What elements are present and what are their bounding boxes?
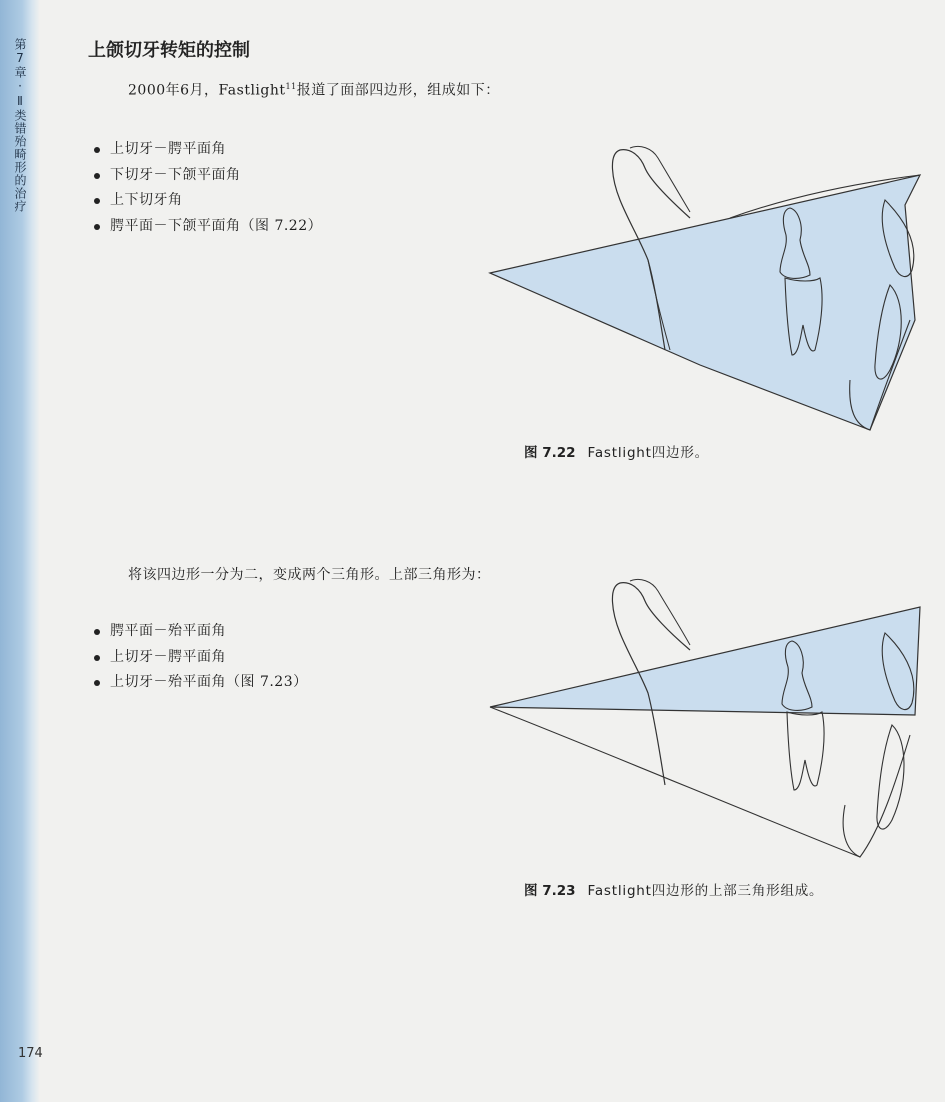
chapter-side-tab <box>0 0 40 1102</box>
figure-7-23-label: 图 7.23 <box>524 883 576 899</box>
chapter-title: 第7章·Ⅱ类错殆畸形的治疗 <box>13 38 27 213</box>
citation-number: 11 <box>285 82 297 91</box>
list-item: 上切牙－腭平面角 <box>92 137 322 163</box>
figure-7-22-caption <box>524 441 709 461</box>
list-item: 上切牙－殆平面角（图 7.23） <box>92 670 308 696</box>
section-heading: 上颌切牙转矩的控制 <box>88 40 250 61</box>
lower-outline <box>490 707 860 857</box>
quadrilateral-components-list <box>92 137 322 239</box>
figure-7-23-caption-text: Fastlight四边形的上部三角形组成。 <box>587 883 824 899</box>
paragraph-intro-text-before: 2000年6月，Fastlight <box>128 82 286 99</box>
figure-7-22-caption-text: Fastlight四边形。 <box>587 445 709 461</box>
nasal-outline-inner <box>630 146 690 212</box>
nasal-outline-inner <box>630 579 690 645</box>
lower-incisor <box>877 725 904 829</box>
paragraph-intro <box>88 72 500 106</box>
lower-molar <box>787 712 824 790</box>
page-number: 174 <box>18 1046 43 1061</box>
quadrilateral-shape <box>490 175 920 430</box>
list-item: 腭平面－殆平面角 <box>92 619 308 645</box>
paragraph-triangle <box>88 560 500 590</box>
list-item: 上下切牙角 <box>92 188 322 214</box>
upper-triangle-components-list <box>92 619 308 696</box>
paragraph-intro-text-after: 报道了面部四边形，组成如下： <box>296 82 500 99</box>
figure-7-22-label: 图 7.22 <box>524 445 576 461</box>
figure-7-23-illustration <box>480 575 930 870</box>
paragraph-triangle-text: 将该四边形一分为二，变成两个三角形。上部三角形为： <box>128 567 491 583</box>
list-item: 下切牙－下颌平面角 <box>92 163 322 189</box>
list-item: 腭平面－下颌平面角（图 7.22） <box>92 214 322 240</box>
figure-7-22-illustration <box>480 140 930 440</box>
figure-7-23-caption <box>524 879 823 899</box>
upper-triangle-shape <box>490 607 920 715</box>
list-item: 上切牙－腭平面角 <box>92 645 308 671</box>
